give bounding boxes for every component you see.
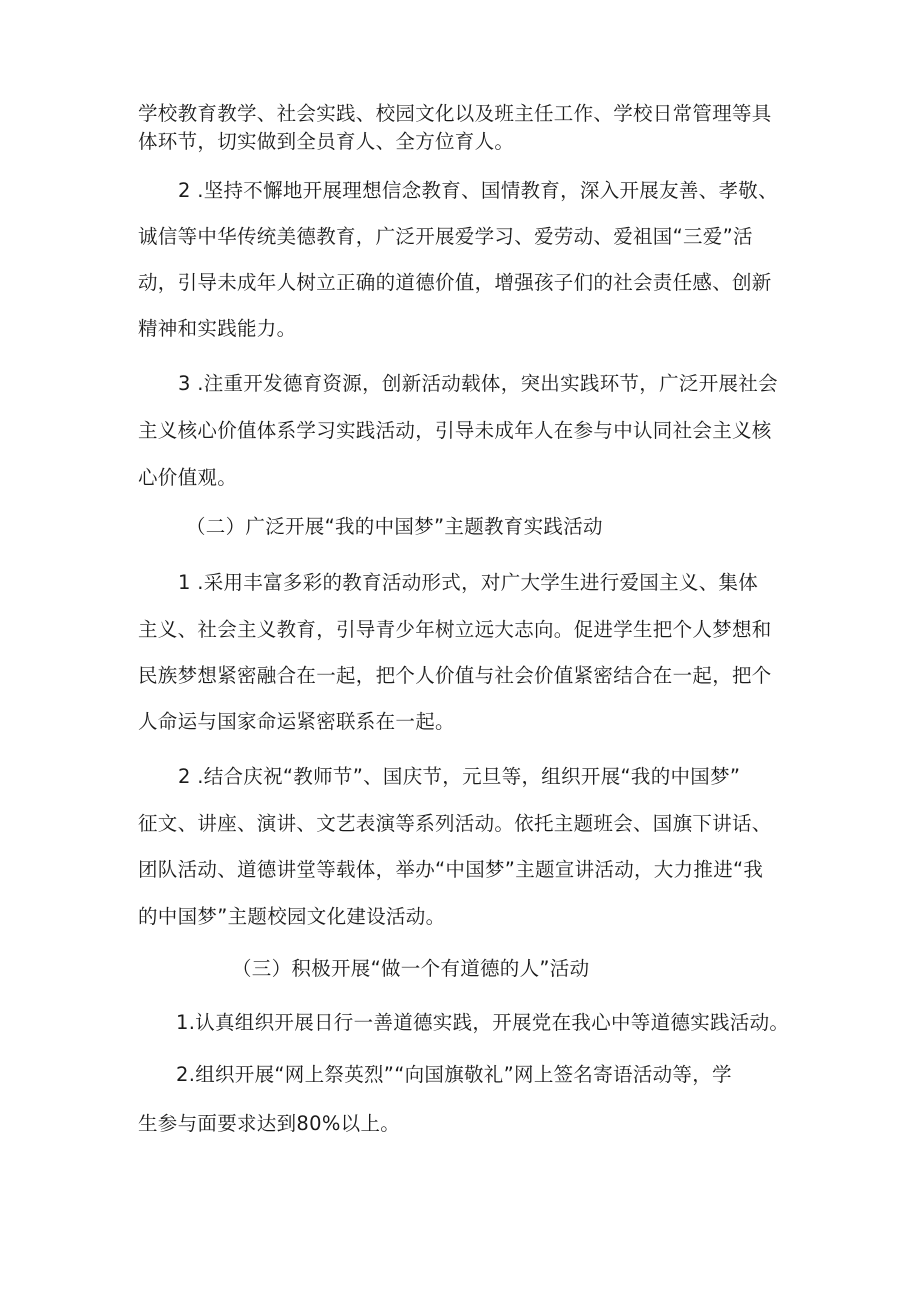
sec2-item-1-line-3: 民族梦想紧密融合在一起，把个人价值与社会价值紧密结合在一起，把个 <box>138 664 772 687</box>
sec2-item-2-line-4: 的中国梦”主题校园文化建设活动。 <box>138 905 446 928</box>
sec3-item-2-line-2: 生参与面要求达到80%以上。 <box>138 1112 401 1135</box>
sec2-item-2-line-1: 2 .结合庆祝“教师节”、国庆节，元旦等，组织开展“我的中国梦” <box>178 765 741 788</box>
item-2-line-3: 动，引导未成年人树立正确的道德价值，增强孩子们的社会责任感、创新 <box>138 271 772 294</box>
section-2-heading: （二）广泛开展“我的中国梦”主题教育实践活动 <box>186 515 603 538</box>
sec2-item-1-line-2: 主义、社会主义教育，引导青少年树立远大志向。促进学生把个人梦想和 <box>138 618 772 641</box>
item-2-line-1: 2 .坚持不懈地开展理想信念教育、国情教育，深入开展友善、孝敬、 <box>178 179 778 202</box>
sec3-item-1-line-1: 1.认真组织开展日行一善道德实践，开展党在我心中等道德实践活动。 <box>176 1011 790 1034</box>
item-3-line-3: 心价值观。 <box>138 466 238 489</box>
sec2-item-2-line-3: 团队活动、道德讲堂等载体，举办“中国梦”主题宣讲活动，大力推进“我 <box>138 858 764 881</box>
sec2-item-1-line-4: 人命运与国家命运紧密联系在一起。 <box>138 710 455 733</box>
sec3-item-2-line-1: 2.组织开展“网上祭英烈”“向国旗敬礼”网上签名寄语活动等，学 <box>176 1063 732 1086</box>
item-3-line-1: 3 .注重开发德育资源，创新活动载体，突出实践环节，广泛开展社会 <box>178 372 778 395</box>
sec2-item-1-line-1: 1 .采用丰富多彩的教育活动形式，对广大学生进行爱国主义、集体 <box>178 571 759 594</box>
item-3-line-2: 主义核心价值体系学习实践活动，引导未成年人在参与中认同社会主义核 <box>138 419 772 442</box>
item-2-line-4: 精神和实践能力。 <box>138 317 297 340</box>
item-2-line-2: 诚信等中华传统美德教育，广泛开展爱学习、爱劳动、爱祖国“三爱”活 <box>138 225 753 248</box>
sec2-item-2-line-2: 征文、讲座、演讲、文艺表演等系列活动。依托主题班会、国旗下讲话、 <box>138 812 772 835</box>
intro-line-1: 学校教育教学、社会实践、校园文化以及班主任工作、学校日常管理等具 <box>138 102 772 125</box>
intro-line-2: 体环节，切实做到全员育人、全方位育人。 <box>138 130 515 153</box>
section-3-heading: （三）积极开展“做一个有道德的人”活动 <box>232 957 590 980</box>
